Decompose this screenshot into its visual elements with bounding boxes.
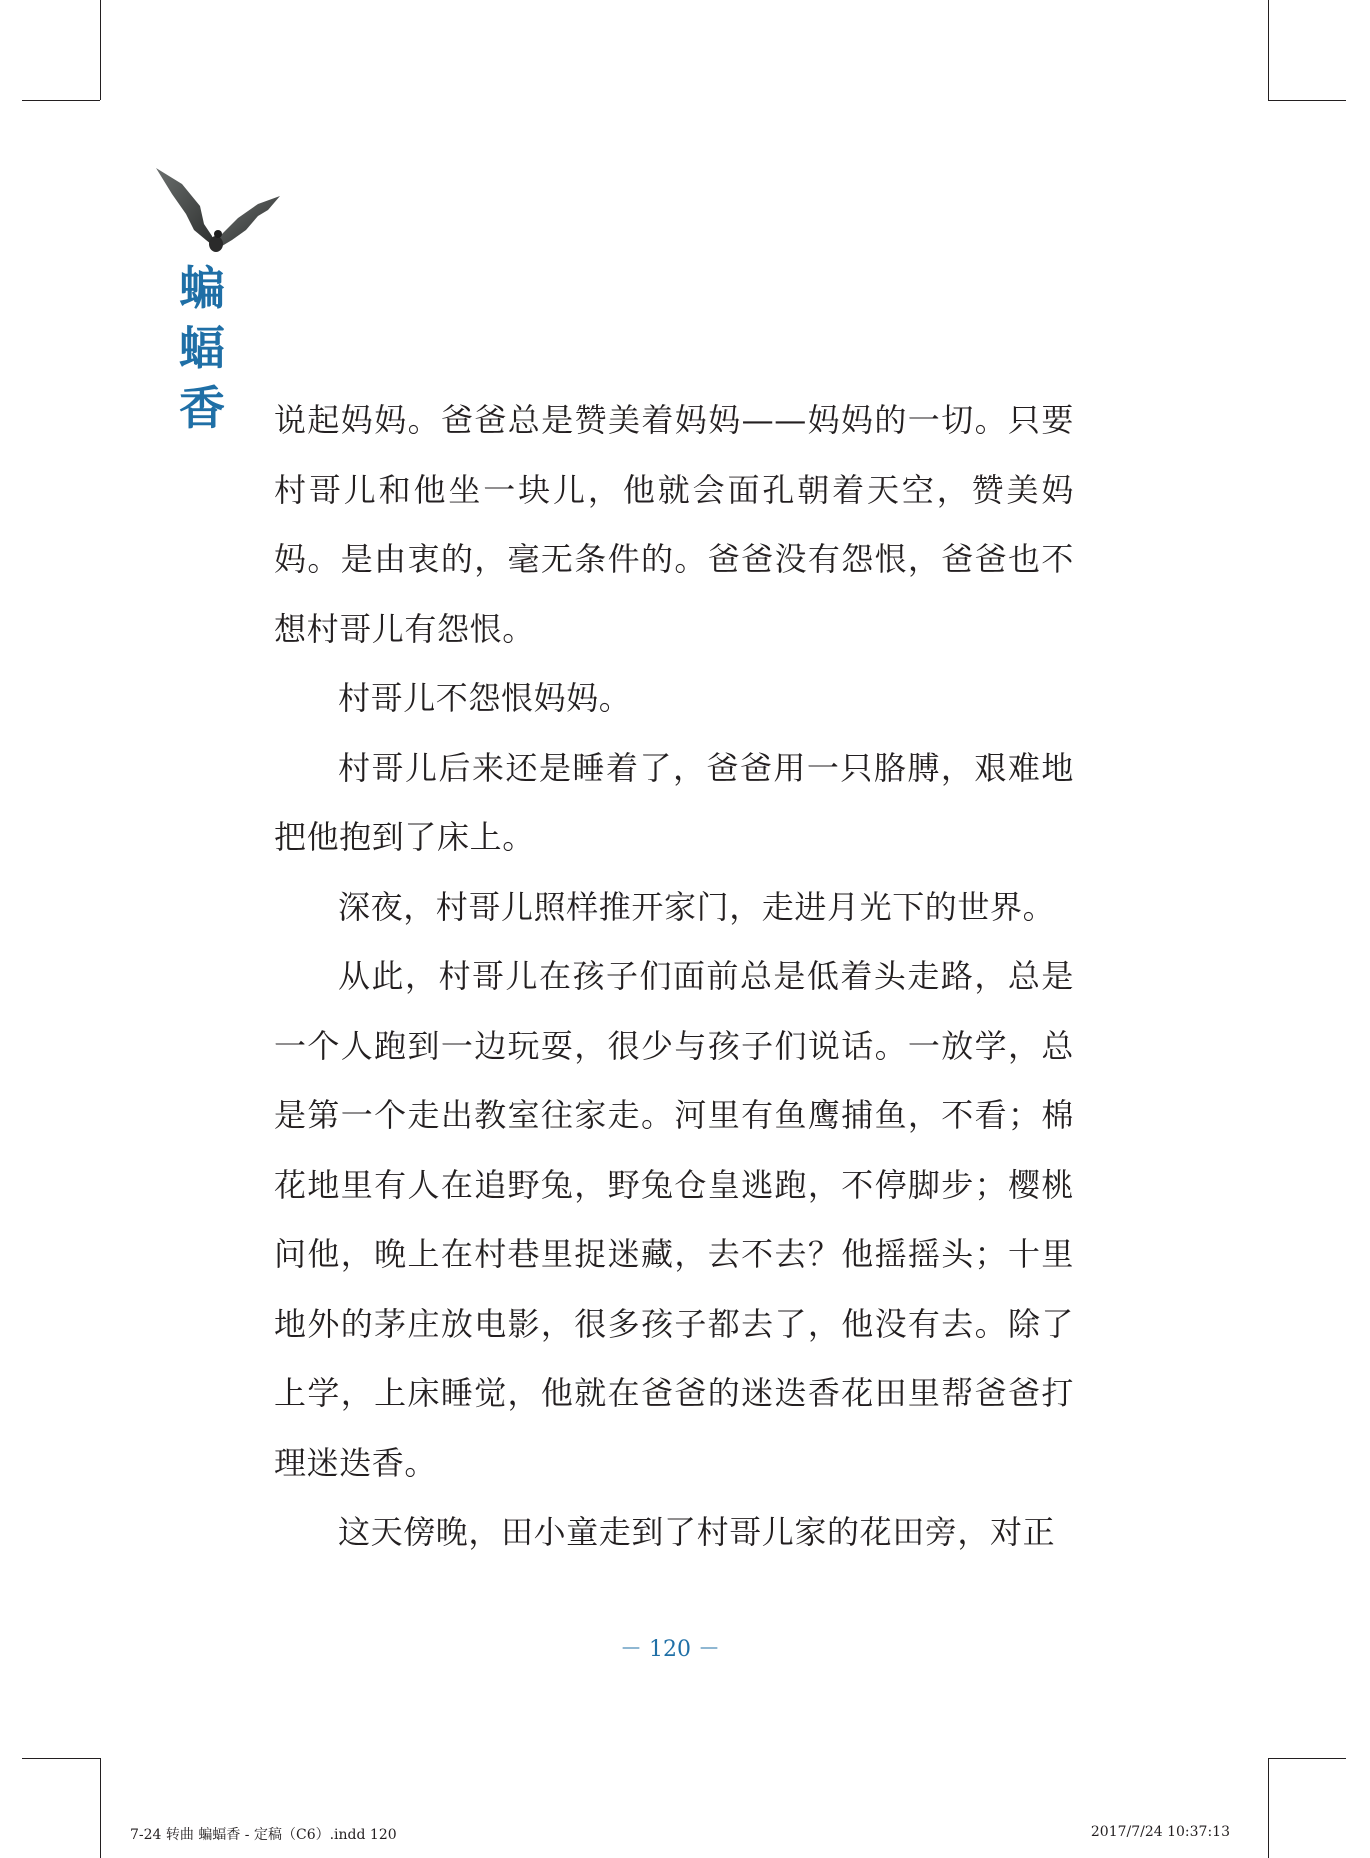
side-title-char: 蝙: [179, 261, 225, 315]
crop-mark-bottom-left-horizontal: [22, 1758, 100, 1759]
paragraph: 深夜，村哥儿照样推开家门，走进月光下的世界。: [338, 887, 1056, 926]
crop-mark-top-left-horizontal: [22, 100, 100, 101]
bat-icon: [142, 156, 282, 256]
crop-mark-top-left-vertical: [100, 0, 101, 100]
side-title-char: 香: [179, 381, 225, 435]
page-number: － 120 －: [620, 1637, 720, 1662]
crop-mark-top-right-vertical: [1268, 0, 1269, 100]
crop-mark-bottom-right-horizontal: [1268, 1758, 1346, 1759]
paragraph: 说起妈妈。爸爸总是赞美着妈妈——妈妈的一切。只要村哥儿和他坐一块儿，他就会面孔朝着天空，赞美妈妈。是由衷的，毫无条件的。爸爸没有怨恨，爸爸也不想村哥儿有怨恨。: [274, 401, 1074, 648]
crop-mark-bottom-left-vertical: [100, 1758, 101, 1858]
paragraph: 这天傍晚，田小童走到了村哥儿家的花田旁，对正: [338, 1513, 1056, 1551]
paragraph: 村哥儿不怨恨妈妈。: [338, 679, 632, 717]
crop-mark-bottom-right-vertical: [1268, 1758, 1269, 1858]
paragraph: 村哥儿后来还是睡着了，爸爸用一只胳膊，艰难地把他抱到了床上。: [274, 748, 1074, 856]
paragraph: 从此，村哥儿在孩子们面前总是低着头走路，总是一个人跑到一边玩耍，很少与孩子们说话。一放学，总是第一个走出教室往家走。河里有鱼鹰捕鱼，不看；棉花地里有人在追野兔，野兔仓皇逃跑，不停脚步；樱桃问他，晚上在村巷里捉迷藏，去不去？他摇摇头；十里地外的茅庄放电影，很多孩子都去了，他没有去。除了上学，上床睡觉，他就在爸爸的迷迭香花田里帮爸爸打理迷迭香。: [274, 957, 1074, 1482]
side-title-char: 蝠: [179, 321, 225, 375]
side-title: [172, 258, 232, 438]
footer-file-name: 7-24 转曲 蝙蝠香 - 定稿（C6）.indd 120: [130, 1827, 397, 1843]
body-text: [274, 386, 1074, 1568]
footer-timestamp: 2017/7/24 10:37:13: [1090, 1824, 1230, 1840]
crop-mark-top-right-horizontal: [1268, 100, 1346, 101]
